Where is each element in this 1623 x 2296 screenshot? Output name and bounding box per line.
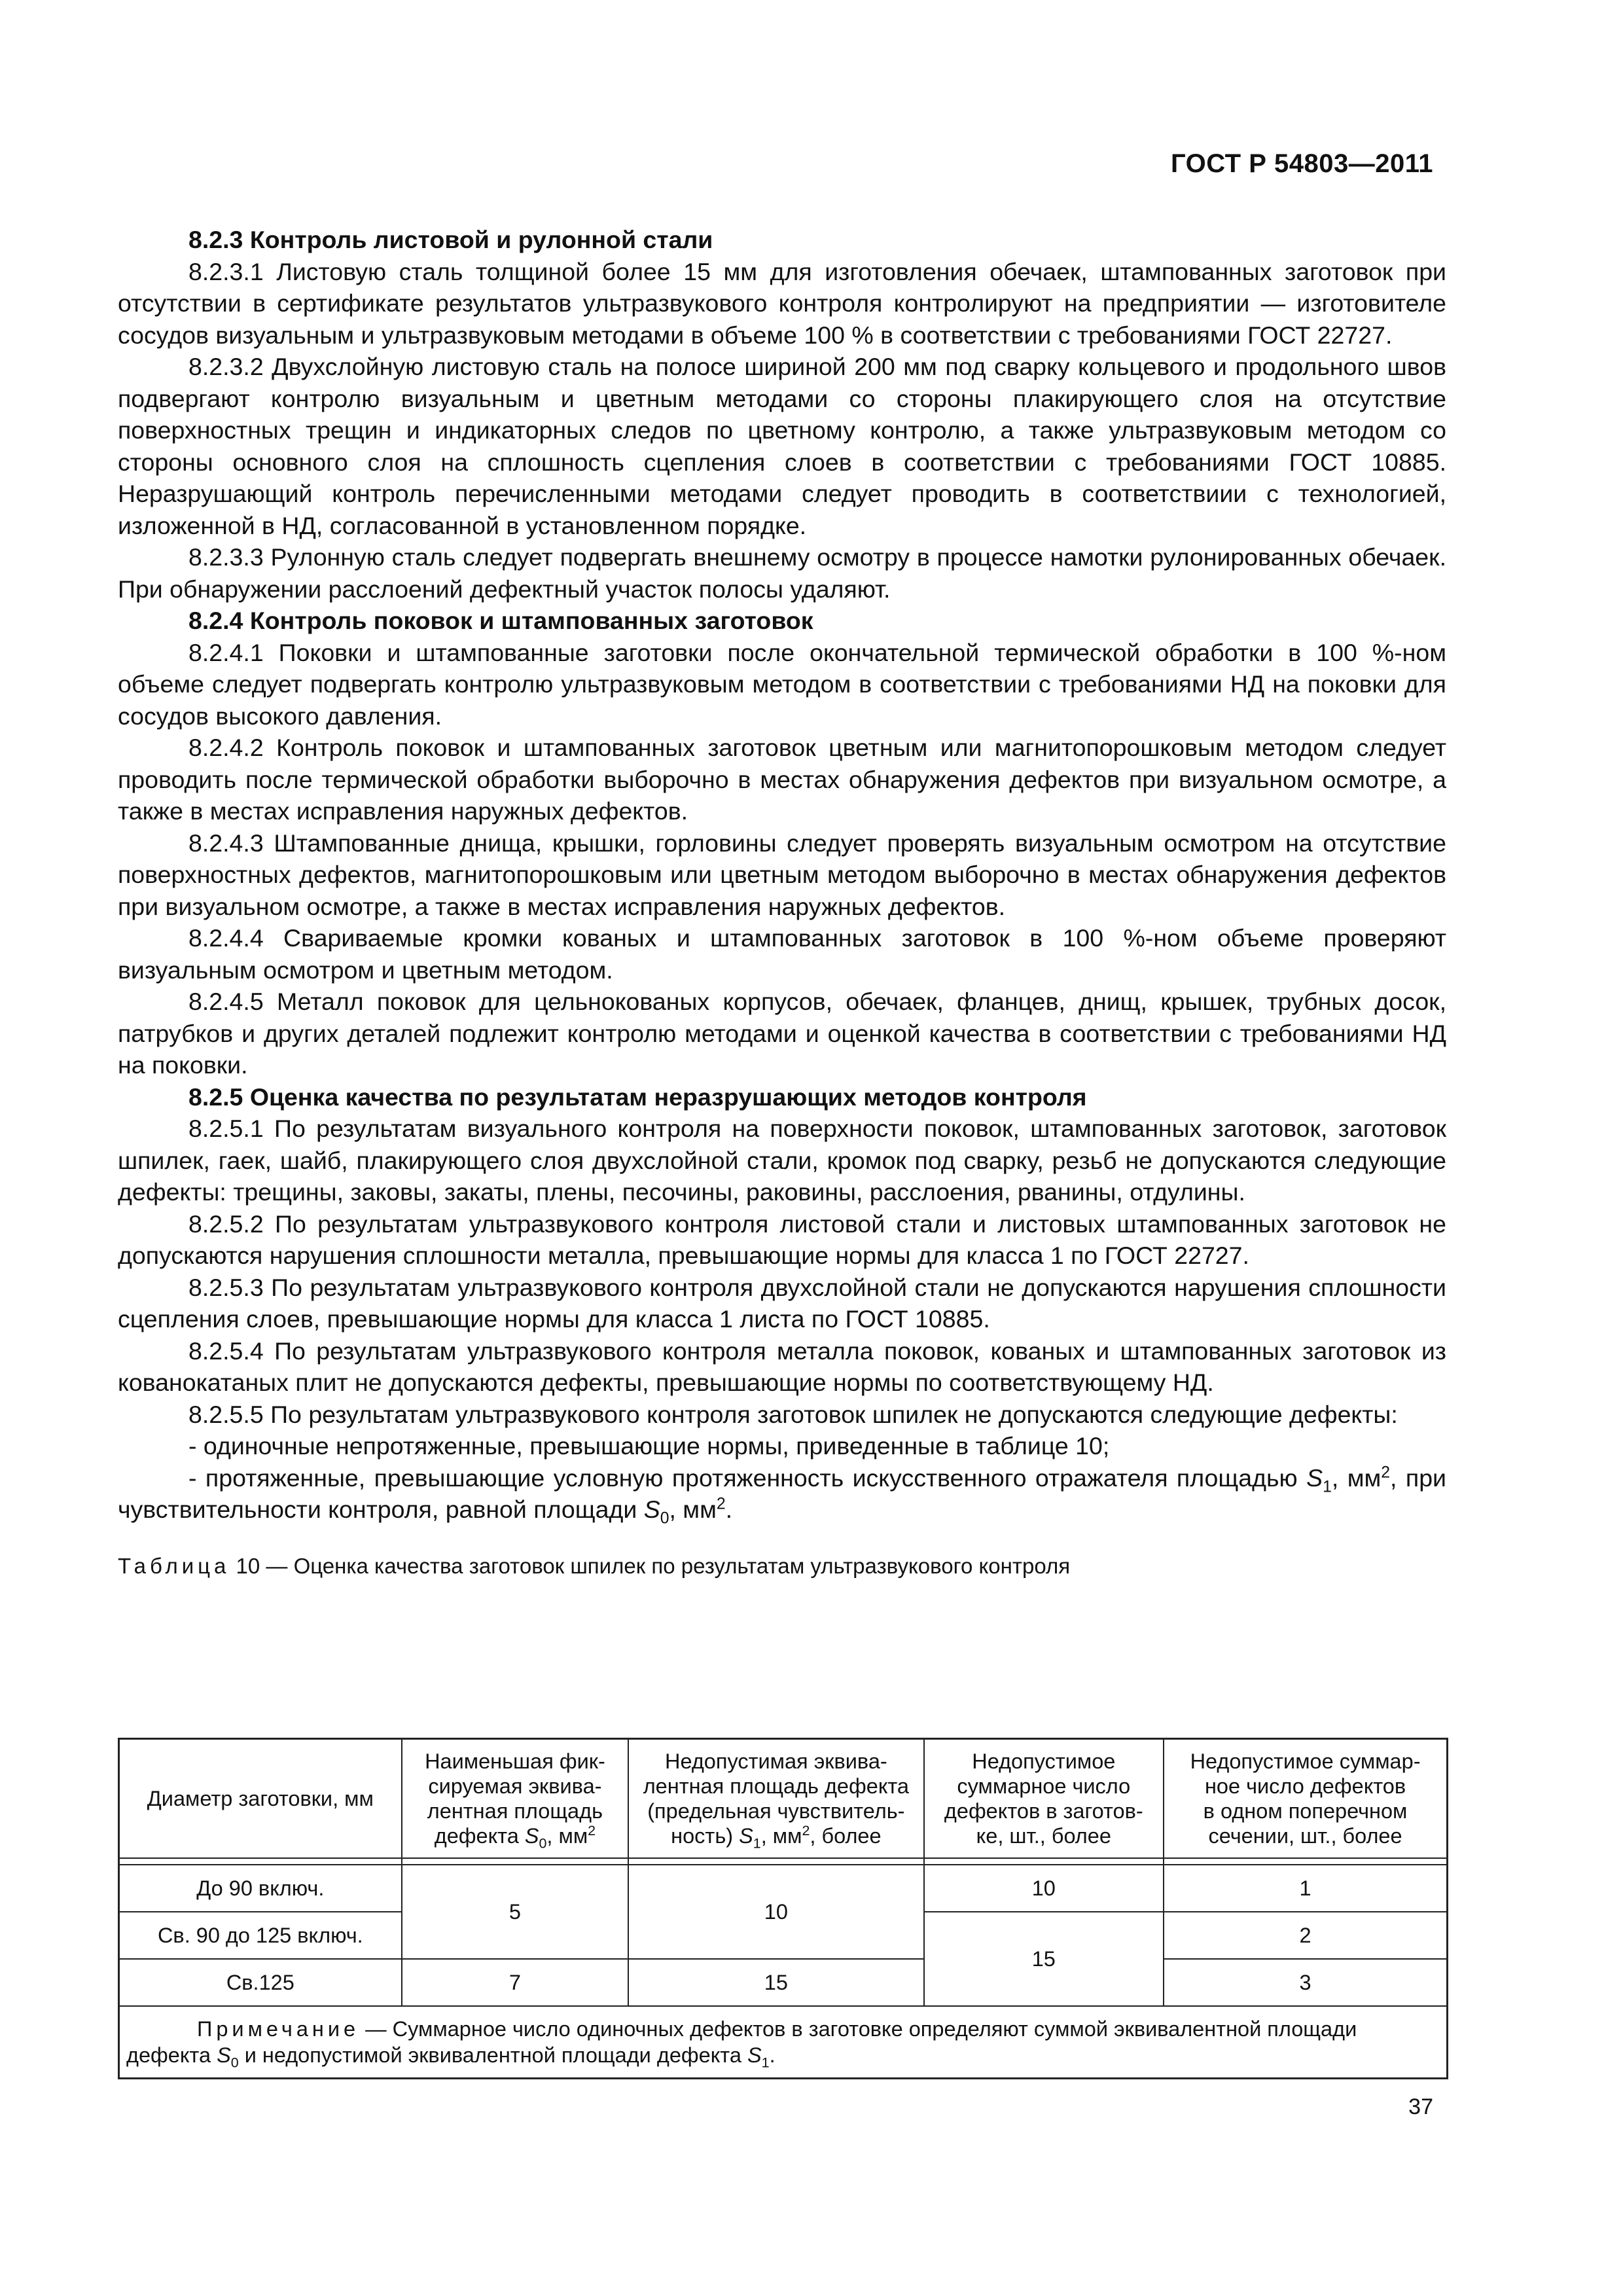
paragraph-8-2-5-2: 8.2.5.2 По результатам ультразвукового контроля листовой стали и листовых штампованных заготовок не допускаются нарушения сплошности металла, превышающие нормы для класса 1 по ГОСТ 22727. [118, 1210, 1446, 1269]
paragraph-8-2-4-4: 8.2.4.4 Свариваемые кромки кованых и штампованных заготовок в 100 %-ном объеме проверяют визуальным осмотром и цветным методом. [118, 924, 1446, 984]
cell-max-area: 15 [628, 1959, 923, 2006]
section-heading-8-2-4: 8.2.4 Контроль поковок и штампованных заготовок [188, 607, 813, 634]
paragraph-8-2-5-3: 8.2.5.3 По результатам ультразвукового контроля двухслойной стали не допускаются нарушения сплошности сцепления слоев, превышающие нормы для класса 1 листа по ГОСТ 10885. [118, 1273, 1446, 1333]
list-item-extended-defects: - протяженные, превышающие условную протяженность искусственного отражателя площадью $S_1$, $мм^2$, при чувствительности контроля, равной площади $S_0$, $мм^2$. [118, 1463, 1447, 1528]
col-header-diameter: Диаметр заготовки, мм [119, 1739, 402, 1859]
cell-total-count: 10 [924, 1865, 1164, 1912]
cell-section-count: 1 [1164, 1865, 1447, 1912]
cell-total-count: 15 [924, 1912, 1164, 2006]
page-number: 37 [1408, 2094, 1433, 2119]
list-item-single-defects: - одиночные непротяженные, превышающие нормы, приведенные в таблице 10; [188, 1432, 1110, 1460]
cell-diameter: Св.125 [119, 1959, 402, 2006]
page-header-doc-code: ГОСТ Р 54803—2011 [1171, 149, 1433, 178]
paragraph-8-2-4-5: 8.2.4.5 Металл поковок для цельнокованых корпусов, обечаек, фланцев, днищ, крышек, трубных досок, патрубков и других деталей подлежит контролю методами и оценкой качества в соответствии с требованиями НД на поковки. [118, 988, 1446, 1079]
paragraph-8-2-5-5: 8.2.5.5 По результатам ультразвукового контроля заготовок шпилек не допускаются следующие дефекты: [188, 1400, 1398, 1428]
section-heading-8-2-5: 8.2.5 Оценка качества по результатам неразрушающих методов контроля [188, 1083, 1087, 1111]
paragraph-8-2-3-2: 8.2.3.2 Двухслойную листовую сталь на полосе шириной 200 мм под сварку кольцевого и продольного швов подвергают контролю визуальным и цветным методами со стороны плакирующего слоя на отсутствие поверхностных трещин и индикаторных следов по цветному контролю, а также ультразвуковым методом со стороны основного слоя на сплошность сцепления слоев в соответствии с требованиями ГОСТ 10885. Неразрушающий контроль перечисленными методами следует проводить в соответствиии с технологией, изложенной в НД, согласованной в установленном порядке. [118, 353, 1446, 539]
paragraph-8-2-5-4: 8.2.5.4 По результатам ультразвукового контроля металла поковок, кованых и штампованных заготовок из кованокатаных плит не допускаются дефекты, превышающие нормы по соответствующему НД. [118, 1336, 1446, 1396]
table-caption: Таблица 10 — Оценка качества заготовок шпилек по результатам ультразвукового контроля [118, 1553, 1071, 1578]
paragraph-8-2-4-1: 8.2.4.1 Поковки и штампованные заготовки после окончательной термической обработки в 100 %-ном объеме следует подвергать контролю ультразвуковым методом в соответствии с требованиями НД на поковки для сосудов высокого давления. [118, 638, 1446, 730]
paragraph-8-2-4-3: 8.2.4.3 Штампованные днища, крышки, горловины следует проверять визуальным осмотром на отсутствие поверхностных дефектов, магнитопорошковым или цветным методом выборочно в местах обнаружения дефектов при визуальном осмотре, а также в местах исправления наружных дефектов. [118, 829, 1446, 920]
col-header-max-area: Недопустимая эквива- лентная площадь дефекта (предельная чувствитель- ность) $S_1$, $мм^2$, более [628, 1739, 923, 1859]
table-note: Примечание — Суммарное число одиночных дефектов в заготовке определяют суммой эквивалентной площади дефекта $S_0$ и недопустимой эквивалентной площади дефекта $S_1$. [119, 2006, 1448, 2079]
document-body [118, 224, 1446, 1581]
table-header-row [119, 1739, 1448, 1859]
cell-min-area: 7 [402, 1959, 629, 2006]
cell-diameter: Св. 90 до 125 включ. [119, 1912, 402, 1959]
col-header-total-count: Недопустимое суммарное число дефектов в заготов- ке, шт., более [924, 1739, 1164, 1859]
cell-section-count: 2 [1164, 1912, 1447, 1959]
col-header-section-count: Недопустимое суммар- ное число дефектов в одном поперечном сечении, шт., более [1164, 1739, 1447, 1859]
paragraph-8-2-3-3: 8.2.3.3 Рулонную сталь следует подвергать внешнему осмотру в процессе намотки рулонированных обечаек. При обнаружении расслоений дефектный участок полосы удаляют. [118, 543, 1446, 603]
col-header-min-area: Наименьшая фик- сируемая эквива- лентная площадь дефекта $S_0$, $мм^2$ [402, 1739, 629, 1859]
section-heading-8-2-3: 8.2.3 Контроль листовой и рулонной стали [188, 226, 713, 253]
paragraph-8-2-3-1: 8.2.3.1 Листовую сталь толщиной более 15 мм для изготовления обечаек, штампованных заготовок при отсутствии в сертификате результатов ультразвукового контроля контролируют на предприятии — изготовителе сосудов визуальным и ультразвуковым методами в объеме 100 % в соответствии с требованиями ГОСТ 22727. [118, 257, 1446, 349]
defect-table [118, 1738, 1448, 2079]
table-separator-row [119, 1858, 1448, 1865]
table-row [119, 1959, 1448, 2006]
cell-max-area: 10 [628, 1865, 923, 1959]
paragraph-8-2-4-2: 8.2.4.2 Контроль поковок и штампованных заготовок цветным или магнитопорошковым методом следует проводить после термической обработки выборочно в местах обнаружения дефектов при визуальном осмотре, а также в местах исправления наружных дефектов. [118, 734, 1446, 825]
paragraph-8-2-5-1: 8.2.5.1 По результатам визуального контроля на поверхности поковок, штампованных заготовок, заготовок шпилек, гаек, шайб, плакирующего слоя двухслойной стали, кромок под сварку, резьб не допускаются следующие дефекты: трещины, заковы, закаты, плены, песочины, раковины, расслоения, рванины, отдулины. [118, 1115, 1446, 1206]
cell-diameter: До 90 включ. [119, 1865, 402, 1912]
table-row [119, 1865, 1448, 1912]
table-note-row [119, 2006, 1448, 2079]
cell-section-count: 3 [1164, 1959, 1447, 2006]
cell-min-area: 5 [402, 1865, 629, 1959]
